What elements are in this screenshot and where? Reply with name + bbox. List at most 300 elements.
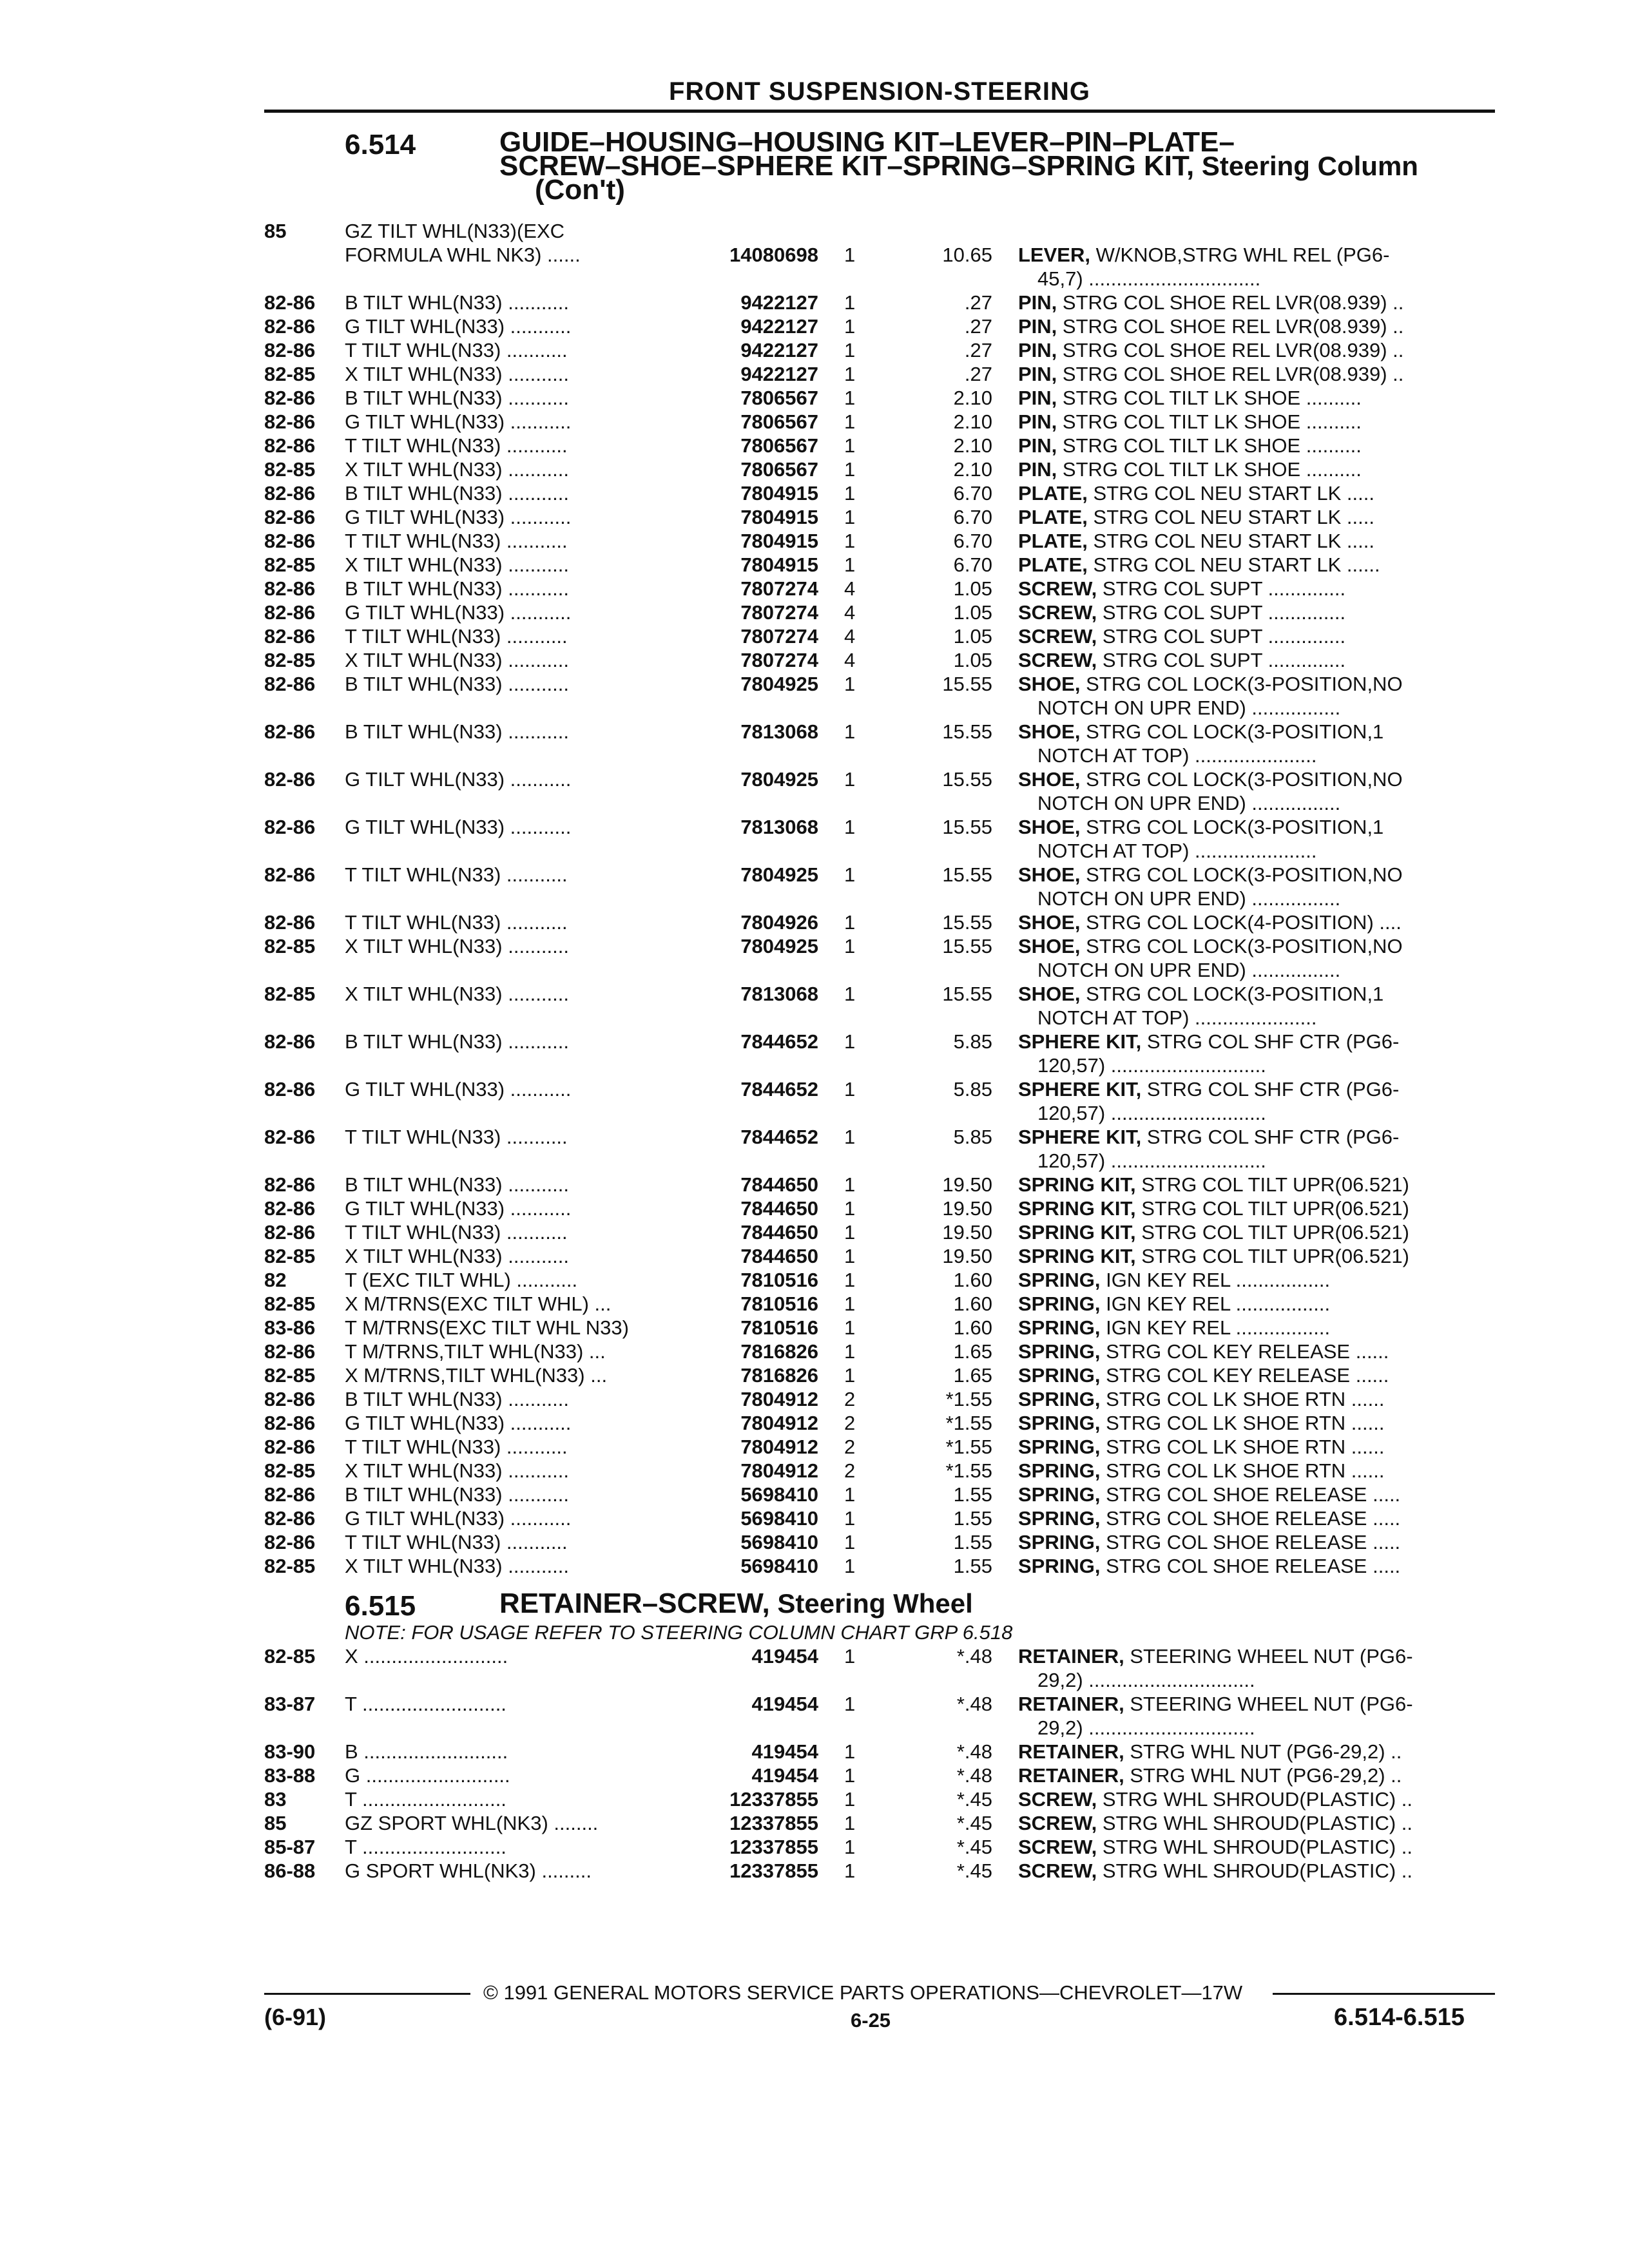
part-number-cell: 7844650 — [740, 1245, 818, 1267]
description-cell — [1018, 338, 1489, 362]
description-text: STRG COL SHOE REL LVR(08.939) .. — [1057, 315, 1404, 338]
price-cell: 2.10 — [953, 458, 992, 481]
section-514-title-line2-text: SCREW–SHOE–SPHERE KIT–SPRING–SPRING KIT, — [499, 150, 1195, 182]
application-cell: B TILT WHL(N33) ........... — [345, 387, 569, 409]
description-keyword: RETAINER, — [1018, 1740, 1124, 1763]
table-row — [0, 1506, 1629, 1530]
description-text: STRG COL TILT UPR(06.521) — [1135, 1221, 1409, 1244]
description-cell — [1018, 1644, 1489, 1668]
table-row — [0, 1340, 1629, 1363]
header-rule — [264, 110, 1495, 113]
description-cell — [1018, 863, 1489, 887]
description-text: STRG COL SUPT .............. — [1097, 601, 1346, 624]
description-text: STRG COL TILT LK SHOE .......... — [1057, 458, 1362, 481]
price-cell: *.45 — [956, 1788, 992, 1811]
quantity-cell: 1 — [844, 1269, 856, 1291]
price-cell: 15.55 — [942, 911, 992, 934]
table-row — [0, 434, 1629, 457]
year-cell: 82-86 — [264, 410, 316, 433]
description-cell — [1018, 767, 1489, 791]
year-cell: 82-85 — [264, 1555, 316, 1577]
year-cell: 82-85 — [264, 1293, 316, 1315]
description-keyword: SPRING, — [1018, 1412, 1101, 1434]
table-row — [0, 1030, 1629, 1077]
price-cell: 19.50 — [942, 1221, 992, 1244]
description-keyword: PIN, — [1018, 387, 1057, 409]
description-keyword: SPRING, — [1018, 1269, 1101, 1291]
footer-copyright: © 1991 GENERAL MOTORS SERVICE PARTS OPERATIONS—CHEVROLET—17W — [483, 1981, 1243, 2004]
table-row — [0, 1483, 1629, 1506]
application-cell: T TILT WHL(N33) ........... — [345, 1436, 568, 1458]
section-514-title-line1: GUIDE–HOUSING–HOUSING KIT–LEVER–PIN–PLATE– — [499, 126, 1235, 158]
description-keyword: SPHERE KIT, — [1018, 1078, 1142, 1100]
description-keyword: SPRING, — [1018, 1483, 1101, 1506]
description-cell — [1018, 1268, 1489, 1292]
application-cell: G TILT WHL(N33) ........... — [345, 768, 572, 791]
description-cell — [1018, 1763, 1489, 1787]
description-cell — [1018, 1459, 1489, 1483]
application-cell: B TILT WHL(N33) ........... — [345, 1030, 569, 1053]
table-row — [0, 362, 1629, 386]
table-row — [0, 457, 1629, 481]
price-cell: 15.55 — [942, 673, 992, 695]
description-keyword: SHOE, — [1018, 720, 1081, 743]
description-keyword: SHOE, — [1018, 983, 1081, 1005]
year-cell: 85 — [264, 1812, 287, 1834]
quantity-cell: 1 — [844, 816, 856, 838]
description-cell — [1018, 1077, 1489, 1101]
quantity-cell: 1 — [844, 1173, 856, 1196]
part-number-cell: 12337855 — [729, 1860, 818, 1882]
part-number-cell: 7807274 — [740, 649, 818, 671]
quantity-cell: 1 — [844, 983, 856, 1005]
description-keyword: LEVER, — [1018, 244, 1090, 266]
description-keyword: SCREW, — [1018, 1788, 1097, 1811]
description-keyword: SHOE, — [1018, 863, 1081, 886]
part-number-cell: 7844652 — [740, 1126, 818, 1148]
part-number-cell: 5698410 — [740, 1531, 818, 1553]
description-cell — [1018, 1316, 1489, 1340]
description-cell — [1018, 1292, 1489, 1316]
part-number-cell: 7804915 — [740, 553, 818, 576]
description-text: STRG WHL NUT (PG6-29,2) .. — [1124, 1740, 1402, 1763]
description-cell — [1018, 1859, 1489, 1883]
description-cell — [1018, 1787, 1489, 1811]
part-number-cell: 7816826 — [740, 1340, 818, 1363]
description-cell — [1018, 434, 1489, 457]
description-cell — [1018, 314, 1489, 338]
application-cell: G .......................... — [345, 1764, 510, 1787]
description-continuation: NOTCH ON UPR END) ................ — [1037, 887, 1341, 910]
price-cell: 2.10 — [953, 434, 992, 457]
year-cell: 85-87 — [264, 1836, 316, 1858]
table-row — [0, 219, 1629, 243]
table-row — [0, 1554, 1629, 1578]
part-number-cell: 7806567 — [740, 434, 818, 457]
table-row — [0, 553, 1629, 577]
description-text: STRG COL KEY RELEASE ...... — [1100, 1364, 1389, 1387]
application-cell: X TILT WHL(N33) ........... — [345, 935, 569, 957]
quantity-cell: 1 — [844, 506, 856, 528]
year-cell: 82-86 — [264, 863, 316, 886]
application-cell: GZ SPORT WHL(NK3) ........ — [345, 1812, 599, 1834]
quantity-cell: 1 — [844, 244, 856, 266]
year-cell: 82-86 — [264, 720, 316, 743]
year-cell: 82-86 — [264, 911, 316, 934]
table-row — [0, 1363, 1629, 1387]
year-cell: 82-86 — [264, 1483, 316, 1506]
price-cell: 15.55 — [942, 720, 992, 743]
application-cell: G TILT WHL(N33) ........... — [345, 1507, 572, 1530]
description-cell — [1018, 1692, 1489, 1716]
application-cell: G TILT WHL(N33) ........... — [345, 1078, 572, 1100]
description-text: STRG COL LOCK(3-POSITION,1 — [1080, 816, 1384, 838]
section-515-title-suffix: Steering Wheel — [769, 1588, 973, 1619]
part-number-cell: 7806567 — [740, 410, 818, 433]
table-row — [0, 1692, 1629, 1739]
table-row — [0, 1644, 1629, 1691]
table-row — [0, 1763, 1629, 1787]
price-cell: 10.65 — [942, 244, 992, 266]
description-text: STRG COL SHOE REL LVR(08.939) .. — [1057, 291, 1404, 314]
quantity-cell: 1 — [844, 530, 856, 552]
part-number-cell: 12337855 — [729, 1788, 818, 1811]
application-cell: T TILT WHL(N33) ........... — [345, 434, 568, 457]
description-cell — [1018, 1483, 1489, 1506]
price-cell: 15.55 — [942, 935, 992, 957]
year-cell: 82-86 — [264, 601, 316, 624]
quantity-cell: 1 — [844, 482, 856, 505]
price-cell: 15.55 — [942, 768, 992, 791]
year-cell: 82-86 — [264, 1340, 316, 1363]
description-cell — [1018, 648, 1489, 672]
description-keyword: PLATE, — [1018, 530, 1088, 552]
description-cell — [1018, 1340, 1489, 1363]
price-cell: 1.65 — [953, 1364, 992, 1387]
year-cell: 82-85 — [264, 935, 316, 957]
description-text: STRG COL TILT UPR(06.521) — [1135, 1173, 1409, 1196]
part-number-cell: 7804915 — [740, 506, 818, 528]
quantity-cell: 1 — [844, 1812, 856, 1834]
application-cell: G TILT WHL(N33) ........... — [345, 601, 572, 624]
description-text: STRG COL TILT LK SHOE .......... — [1057, 434, 1362, 457]
description-keyword: PIN, — [1018, 291, 1057, 314]
application-cell: B TILT WHL(N33) ........... — [345, 291, 569, 314]
quantity-cell: 4 — [844, 577, 856, 600]
quantity-cell: 1 — [844, 1030, 856, 1053]
application-cell: T M/TRNS,TILT WHL(N33) ... — [345, 1340, 606, 1363]
application-cell: T TILT WHL(N33) ........... — [345, 625, 568, 648]
description-keyword: RETAINER, — [1018, 1764, 1124, 1787]
price-cell: 1.05 — [953, 577, 992, 600]
part-number-cell: 9422127 — [740, 291, 818, 314]
table-row — [0, 338, 1629, 362]
price-cell: 1.60 — [953, 1316, 992, 1339]
part-number-cell: 7810516 — [740, 1293, 818, 1315]
description-keyword: SCREW, — [1018, 1836, 1097, 1858]
table-row — [0, 648, 1629, 672]
application-cell: G SPORT WHL(NK3) ......... — [345, 1860, 592, 1882]
part-number-cell: 7844652 — [740, 1030, 818, 1053]
quantity-cell: 1 — [844, 1245, 856, 1267]
description-cell — [1018, 624, 1489, 648]
description-continuation: 29,2) .............................. — [1037, 1716, 1255, 1739]
table-row — [0, 386, 1629, 410]
year-cell: 82-86 — [264, 339, 316, 361]
part-number-cell: 12337855 — [729, 1812, 818, 1834]
description-cell — [1018, 1811, 1489, 1835]
quantity-cell: 1 — [844, 434, 856, 457]
part-number-cell: 7804926 — [740, 911, 818, 934]
quantity-cell: 4 — [844, 649, 856, 671]
part-number-cell: 7813068 — [740, 983, 818, 1005]
price-cell: .27 — [964, 339, 992, 361]
description-cell — [1018, 1030, 1489, 1053]
application-cell: G TILT WHL(N33) ........... — [345, 1197, 572, 1220]
table-row — [0, 1316, 1629, 1340]
part-number-cell: 419454 — [751, 1764, 818, 1787]
description-keyword: PIN, — [1018, 315, 1057, 338]
part-number-cell: 9422127 — [740, 363, 818, 385]
description-cell — [1018, 505, 1489, 529]
description-text: IGN KEY REL ................. — [1100, 1269, 1331, 1291]
part-number-cell: 419454 — [751, 1693, 818, 1715]
table-row — [0, 1173, 1629, 1196]
footer-date: (6-91) — [264, 2004, 327, 2030]
quantity-cell: 1 — [844, 291, 856, 314]
description-cell — [1018, 481, 1489, 505]
quantity-cell: 1 — [844, 673, 856, 695]
year-cell: 82-86 — [264, 315, 316, 338]
page-header: FRONT SUSPENSION-STEERING — [669, 77, 1090, 106]
price-cell: *.48 — [956, 1740, 992, 1763]
table-row — [0, 410, 1629, 434]
application-cell: B TILT WHL(N33) ........... — [345, 673, 569, 695]
price-cell: *1.55 — [945, 1412, 992, 1434]
description-cell — [1018, 1244, 1489, 1268]
table-row — [0, 934, 1629, 981]
description-keyword: SCREW, — [1018, 577, 1097, 600]
description-text: STRG COL LOCK(4-POSITION) .... — [1080, 911, 1402, 934]
year-cell: 83-90 — [264, 1740, 316, 1763]
description-keyword: SPRING, — [1018, 1388, 1101, 1410]
description-text: STRG COL LOCK(3-POSITION,1 — [1080, 720, 1384, 743]
description-keyword: SHOE, — [1018, 816, 1081, 838]
application-cell: T .......................... — [345, 1693, 506, 1715]
description-keyword: SCREW, — [1018, 1812, 1097, 1834]
price-cell: 2.10 — [953, 387, 992, 409]
description-text: STRG COL SHOE RELEASE ..... — [1100, 1555, 1401, 1577]
year-cell: 82-86 — [264, 1126, 316, 1148]
description-text: STRG COL SHF CTR (PG6- — [1141, 1078, 1400, 1100]
section-514-number: 6.514 — [345, 129, 416, 160]
table-row — [0, 243, 1629, 290]
quantity-cell: 1 — [844, 720, 856, 743]
part-number-cell: 5698410 — [740, 1507, 818, 1530]
description-text: STRG COL KEY RELEASE ...... — [1100, 1340, 1389, 1363]
quantity-cell: 1 — [844, 1693, 856, 1715]
application-cell: X M/TRNS(EXC TILT WHL) ... — [345, 1293, 612, 1315]
section-514-title-suffix: Steering Column — [1194, 151, 1418, 181]
description-continuation: NOTCH AT TOP) ...................... — [1037, 744, 1317, 767]
year-cell: 82-86 — [264, 434, 316, 457]
price-cell: 6.70 — [953, 553, 992, 576]
description-keyword: SHOE, — [1018, 768, 1081, 791]
quantity-cell: 1 — [844, 1645, 856, 1667]
part-number-cell: 7807274 — [740, 601, 818, 624]
description-text: STRG COL SHOE RELEASE ..... — [1100, 1483, 1401, 1506]
table-row — [0, 1077, 1629, 1124]
description-keyword: SPRING, — [1018, 1340, 1101, 1363]
description-text: STRG WHL NUT (PG6-29,2) .. — [1124, 1764, 1402, 1787]
description-cell — [1018, 1196, 1489, 1220]
table-row — [0, 624, 1629, 648]
part-number-cell: 7844652 — [740, 1078, 818, 1100]
quantity-cell: 1 — [844, 1221, 856, 1244]
application-cell: B TILT WHL(N33) ........... — [345, 482, 569, 505]
table-row — [0, 863, 1629, 910]
description-keyword: PLATE, — [1018, 506, 1088, 528]
year-cell: 82-86 — [264, 625, 316, 648]
part-number-cell: 7813068 — [740, 720, 818, 743]
description-cell — [1018, 553, 1489, 577]
description-continuation: NOTCH ON UPR END) ................ — [1037, 697, 1341, 719]
year-cell: 82-86 — [264, 1173, 316, 1196]
table-row — [0, 1292, 1629, 1316]
application-cell: G TILT WHL(N33) ........... — [345, 1412, 572, 1434]
description-keyword: PIN, — [1018, 434, 1057, 457]
description-cell — [1018, 1740, 1489, 1763]
quantity-cell: 1 — [844, 1740, 856, 1763]
footer-page-number: 6-25 — [851, 2009, 891, 2032]
application-cell: X TILT WHL(N33) ........... — [345, 363, 569, 385]
part-number-cell: 14080698 — [729, 244, 818, 266]
description-cell — [1018, 982, 1489, 1006]
table-row — [0, 314, 1629, 338]
price-cell: 6.70 — [953, 506, 992, 528]
quantity-cell: 4 — [844, 601, 856, 624]
description-keyword: PIN, — [1018, 410, 1057, 433]
part-number-cell: 7804915 — [740, 530, 818, 552]
table-row — [0, 1387, 1629, 1411]
application-cell: B TILT WHL(N33) ........... — [345, 577, 569, 600]
description-keyword: RETAINER, — [1018, 1645, 1124, 1667]
description-cell — [1018, 1506, 1489, 1530]
quantity-cell: 1 — [844, 1531, 856, 1553]
description-cell — [1018, 1554, 1489, 1578]
year-cell: 82-86 — [264, 291, 316, 314]
year-cell: 82-86 — [264, 482, 316, 505]
table-row — [0, 481, 1629, 505]
year-cell: 82-86 — [264, 816, 316, 838]
part-number-cell: 7806567 — [740, 387, 818, 409]
application-cell: X TILT WHL(N33) ........... — [345, 1459, 569, 1482]
part-number-cell: 7813068 — [740, 816, 818, 838]
year-cell: 82-85 — [264, 1459, 316, 1482]
section-515-title — [499, 1588, 973, 1619]
description-text: STRG COL NEU START LK ..... — [1087, 482, 1374, 505]
price-cell: 5.85 — [953, 1030, 992, 1053]
description-keyword: SCREW, — [1018, 625, 1097, 648]
table-row — [0, 720, 1629, 767]
description-keyword: SPRING KIT, — [1018, 1197, 1136, 1220]
description-cell — [1018, 934, 1489, 958]
description-text: STRG WHL SHROUD(PLASTIC) .. — [1097, 1836, 1413, 1858]
footer-rule-left — [264, 1993, 470, 1995]
price-cell: 15.55 — [942, 816, 992, 838]
part-number-cell: 7810516 — [740, 1269, 818, 1291]
price-cell: 5.85 — [953, 1078, 992, 1100]
application-cell: T TILT WHL(N33) ........... — [345, 339, 568, 361]
description-keyword: SPRING, — [1018, 1436, 1101, 1458]
description-text: STRG COL LK SHOE RTN ...... — [1100, 1412, 1385, 1434]
year-cell: 82-85 — [264, 553, 316, 576]
year-cell: 83-87 — [264, 1693, 316, 1715]
description-text: STRG COL SHOE RELEASE ..... — [1100, 1531, 1401, 1553]
part-number-cell: 7804925 — [740, 863, 818, 886]
price-cell: .27 — [964, 291, 992, 314]
part-number-cell: 5698410 — [740, 1483, 818, 1506]
description-keyword: SCREW, — [1018, 601, 1097, 624]
quantity-cell: 1 — [844, 387, 856, 409]
description-text: STRG COL TILT LK SHOE .......... — [1057, 410, 1362, 433]
description-cell — [1018, 1835, 1489, 1859]
price-cell: *1.55 — [945, 1436, 992, 1458]
year-cell: 82-86 — [264, 530, 316, 552]
footer-section-range: 6.514-6.515 — [1334, 2004, 1465, 2031]
quantity-cell: 1 — [844, 1764, 856, 1787]
quantity-cell: 2 — [844, 1388, 856, 1410]
quantity-cell: 1 — [844, 1316, 856, 1339]
application-cell: X TILT WHL(N33) ........... — [345, 983, 569, 1005]
year-cell: 86-88 — [264, 1860, 316, 1882]
price-cell: .27 — [964, 315, 992, 338]
quantity-cell: 1 — [844, 1860, 856, 1882]
year-cell: 82-86 — [264, 1197, 316, 1220]
quantity-cell: 1 — [844, 410, 856, 433]
description-keyword: SPRING, — [1018, 1293, 1101, 1315]
description-keyword: SPRING KIT, — [1018, 1221, 1136, 1244]
table-row — [0, 1125, 1629, 1172]
part-number-cell: 7806567 — [740, 458, 818, 481]
year-cell: 82-86 — [264, 768, 316, 791]
table-row — [0, 601, 1629, 624]
description-keyword: SHOE, — [1018, 673, 1081, 695]
price-cell: *.45 — [956, 1836, 992, 1858]
application-cell: B TILT WHL(N33) ........... — [345, 1388, 569, 1410]
price-cell: 1.05 — [953, 625, 992, 648]
application-cell: T (EXC TILT WHL) ........... — [345, 1269, 578, 1291]
year-cell: 82-86 — [264, 1412, 316, 1434]
description-keyword: SCREW, — [1018, 649, 1097, 671]
year-cell: 82-85 — [264, 983, 316, 1005]
description-keyword: SPRING, — [1018, 1459, 1101, 1482]
quantity-cell: 1 — [844, 1788, 856, 1811]
description-text: STRG COL NEU START LK ...... — [1087, 553, 1380, 576]
price-cell: 6.70 — [953, 530, 992, 552]
description-text: IGN KEY REL ................. — [1100, 1293, 1331, 1315]
description-text: W/KNOB,STRG WHL REL (PG6- — [1090, 244, 1390, 266]
quantity-cell: 1 — [844, 935, 856, 957]
description-continuation: NOTCH AT TOP) ...................... — [1037, 840, 1317, 862]
part-number-cell: 7804912 — [740, 1459, 818, 1482]
application-cell: T TILT WHL(N33) ........... — [345, 863, 568, 886]
description-text: STRG COL LK SHOE RTN ...... — [1100, 1436, 1385, 1458]
description-text: STEERING WHEEL NUT (PG6- — [1124, 1693, 1413, 1715]
description-text: STRG COL LOCK(3-POSITION,1 — [1080, 983, 1384, 1005]
description-continuation: NOTCH AT TOP) ...................... — [1037, 1006, 1317, 1029]
description-cell — [1018, 815, 1489, 839]
